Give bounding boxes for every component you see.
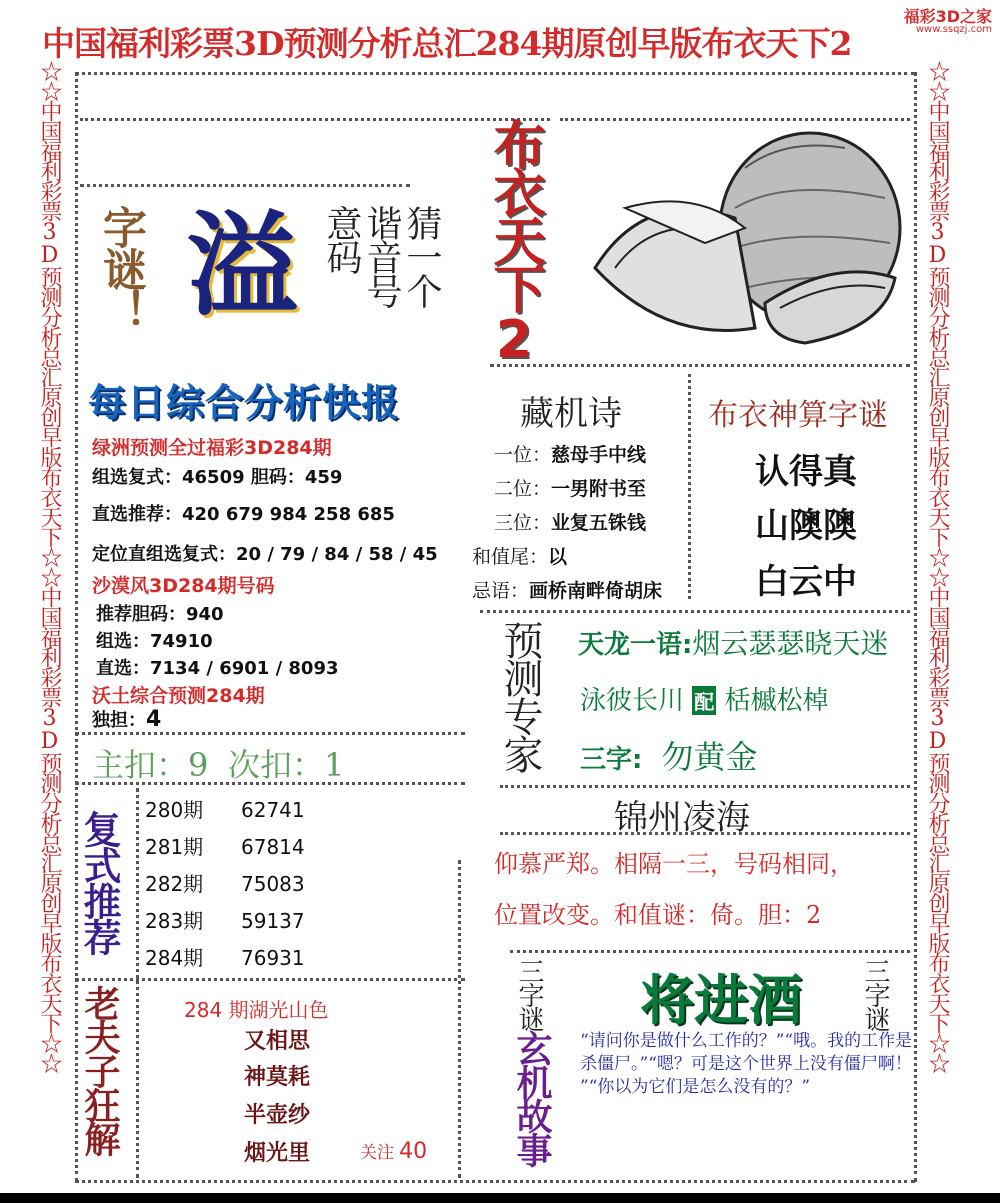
group-select: 组选：74910 [96,631,213,652]
jinzhou-title: 锦州凌海 [614,798,750,838]
frame-line [500,785,910,788]
poem-line: 二位：一男附书至 [494,478,647,500]
table-row: 280期 62741 [145,798,305,822]
frame-line [80,118,550,121]
frame-line [480,610,910,613]
shen-suan-line: 山隩隩 [755,506,857,546]
single-dan-value: 4 [146,707,162,732]
single-dan-label: 独担： [92,710,146,731]
sanzi-label: 三字: [580,745,643,775]
section3-title: 沃土综合预测284期 [92,685,265,707]
single-dan [92,706,161,732]
frame-line [80,184,410,187]
poem-line: 忌语：画桥南畔倚胡床 [472,580,663,602]
shen-suan-line: 白云中 [755,562,857,602]
compound-label: 复式推荐 [77,810,122,954]
follow [360,1138,427,1164]
san-zi-mi-right: 三字谜 [860,958,890,1030]
table-row: 283期 59137 [145,909,305,933]
poem-line: 和值尾：以 [472,546,568,568]
tianlong-line [578,622,888,662]
shen-suan-title: 布衣神算字谜 [708,398,888,433]
story-label: 玄机故事 [511,1030,553,1166]
story-text: “请问你是做什么工作的？”“哦。我的工作是杀僵尸。”“嗯？可是这个世界上没有僵尸啊！ ”“你以为它们是怎么没有的？” [580,1031,913,1097]
frame-top-line [75,72,915,75]
poem-line: 一位：慈母手中线 [494,444,647,466]
old-master-line: 神莫耗 [244,1065,311,1090]
tianlong-text: 烟云瑟瑟晓天迷 [692,627,889,660]
follow-value: 40 [399,1139,428,1164]
direct-recommend: 直选推荐：420 679 984 258 685 [92,504,395,525]
old-master-line: 又相思 [244,1029,311,1054]
position-compound: 定位直组选复式：20 / 79 / 84 / 58 / 45 [92,544,438,565]
bottom-bar [0,1193,1000,1203]
old-master-title: 284 期湖光山色 [184,998,329,1022]
san-zi-mi-left: 三字谜 [514,958,544,1030]
frame-left-line [75,72,78,1182]
shen-suan-line: 认得真 [755,452,857,492]
right-border-text: ☆☆中国福利彩票3D预测分析总汇原创早版布衣天下☆☆中国福利彩票3D预测分析总汇原创早版布衣天下☆☆ [925,60,950,1072]
table-row: 284期 76931 [145,946,305,970]
expert-label: 预测专家 [497,620,543,772]
riddle-side-label: 字谜！ [95,205,146,331]
brand-vertical: 布衣天下2 [484,118,544,366]
recommend-dan: 推荐胆码：940 [96,604,224,625]
page-title: 中国福利彩票3D预测分析总汇284期原创早版布衣天下2 [42,24,852,63]
riddle-hint-col1: 猜一个 [401,205,442,307]
follow-label: 关注 [360,1143,394,1163]
section1-title: 绿洲预测全过福彩3D284期 [92,437,332,459]
poem-lines [472,440,662,610]
expert-line2: 泳彼长川 配 栝槭松棹 [580,686,829,716]
jinzhou-line1: 仰慕严郑。相隔一三，号码相同， [494,850,854,878]
site-url[interactable]: www.ssqzj.com [915,24,992,35]
frame-line [75,978,465,981]
riddle-hint-col2: 谐音号 [361,205,402,307]
table-row: 282期 75083 [145,872,305,896]
frame-line [75,732,465,735]
direct-select: 直选：7134 / 6901 / 8093 [96,658,339,679]
old-master-line: 半壶纱 [244,1103,311,1128]
frame-line [136,788,139,1178]
tianlong-label: 天龙一语: [578,630,693,660]
sanzi-line [580,732,758,778]
site-name[interactable]: 福彩3D之家 [903,7,992,26]
frame-bottom-line [75,1180,915,1183]
old-master-label: 老夫子狂解 [79,985,121,1155]
poem-line: 三位：业复五铢钱 [494,512,647,534]
frame-line [458,860,461,1178]
group-compound: 组选复式：46509 胆码：459 [92,467,343,488]
jiang-jin-jiu-title: 将进酒 [640,969,802,1032]
left-border-text: ☆☆中国福利彩票3D预测分析总汇原创早版布衣天下☆☆中国福利彩票3D预测分析总汇原创早版布衣天下☆☆ [37,60,62,1072]
frame-line [688,374,691,599]
jinzhou-line2: 位置改变。和值谜：倚。胆：2 [494,901,822,929]
frame-line [490,364,910,367]
section2-title: 沙漠风3D284期号码 [92,575,275,597]
poem-title: 藏机诗 [520,394,622,434]
frame-line [510,950,910,953]
frame-line [560,118,910,121]
riddle-hint-col3: 意码 [321,205,362,273]
main-code: 主扣：9 [92,746,209,784]
sanzi-text: 勿黄金 [661,738,758,776]
frame-right-line [914,72,917,1182]
old-master-line: 烟光里 [244,1141,311,1166]
melon-illustration [585,128,900,353]
table-row: 281期 67814 [145,835,305,859]
riddle-big-char: 溢 [186,201,298,331]
sub-code: 次扣：1 [228,746,345,784]
pei-badge: 配 [692,686,716,715]
daily-report-title: 每日综合分析快报 [88,381,401,425]
